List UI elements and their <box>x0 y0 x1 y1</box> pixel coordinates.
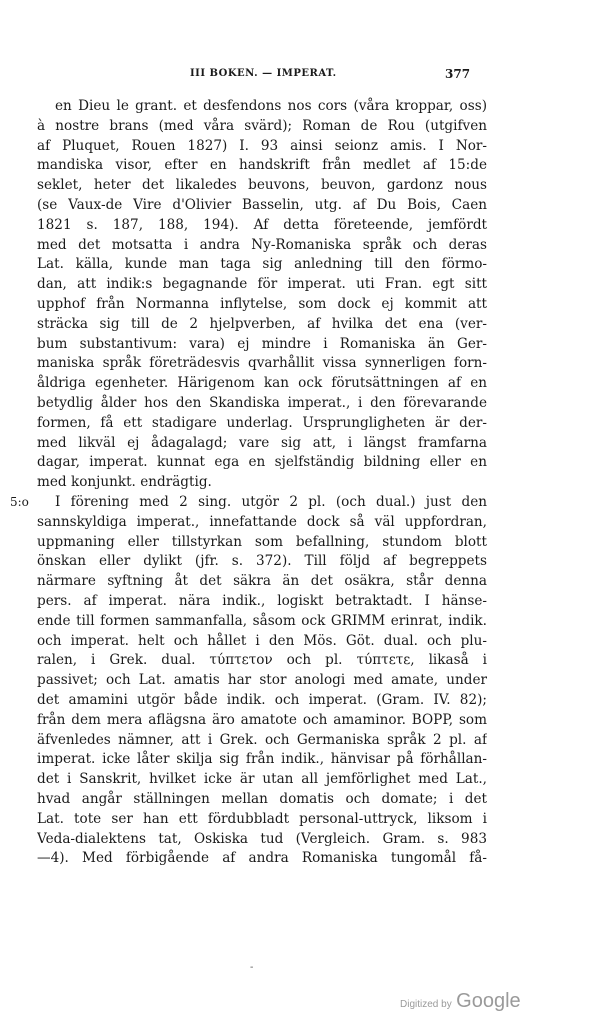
text-line: hvad angår ställningen mellan domatis och domate; i det <box>37 791 487 807</box>
text-line: passivet; och Lat. amatis har stor anologi med amate, under <box>37 672 487 689</box>
text-line: dagar, imperat. kunnat ega en sjelfständig bildning eller en <box>37 454 487 471</box>
text-line: sträcka sig till de 2 hjelpverben, af hvilka det ena (ver- <box>37 315 487 332</box>
text-line: imperat. icke låter skilja sig från indik., hänvisar på förhållan- <box>37 751 487 768</box>
text-line: I förening med 2 sing. utgör 2 pl. (och dual.) just den <box>55 494 487 510</box>
text-line: 1821 s. 187, 188, 194). Af detta företeende, jemfördt <box>37 216 487 233</box>
text-line: med likväl ej ådagalagd; vare sig att, i längst framfarna <box>37 434 487 451</box>
text-line: en Dieu le grant. et desfendons nos cors (våra kroppar, oss) <box>55 98 487 114</box>
text-line: från dem mera aflägsna äro amatote och amaminor. BOPP, som <box>37 711 487 728</box>
text-line: önskan eller dylikt (jfr. s. 372). Till följd af begreppets <box>37 553 487 570</box>
text-line: uppmaning eller tillstyrkan som befallning, stundom blott <box>37 533 487 550</box>
text-line: ralen, i Grek. dual. τύπτετον och pl. τύπτετε, likaså i <box>37 652 487 669</box>
text-line: äfvenledes nämner, att i Grek. och Germaniska språk 2 pl. af <box>37 731 487 748</box>
text-line: med konjunkt. endrägtig. <box>37 474 212 491</box>
page-number: 377 <box>445 67 471 81</box>
text-line: formen, få ett stadigare underlag. Ursprungligheten är der- <box>37 414 487 431</box>
text-line: åldriga egenheter. Härigenom kan ock förutsättningen af en <box>37 375 487 392</box>
text-line: det amamini utgör både indik. och imperat. (Gram. IV. 82); <box>37 692 487 708</box>
footer-mark: - <box>250 962 254 973</box>
text-line: Veda-dialektens tat, Oskiska tud (Vergleich. Gram. s. 983 <box>37 830 487 847</box>
text-line: mandiska visor, efter en handskrift från medlet af 15:de <box>37 157 487 174</box>
text-line: närmare syftning åt det säkra än det osäkra, står denna <box>37 573 487 590</box>
watermark-small-text: Digitized by <box>400 999 452 1010</box>
google-logo: Google <box>456 990 521 1012</box>
text-line: Lat. källa, kunde man taga sig anledning till den förmo- <box>37 256 487 273</box>
text-line: Lat. tote ser han ett fördubbladt personal-uttryck, liksom i <box>37 810 487 827</box>
text-line: à nostre brans (med våra svärd); Roman de Rou (utgifven <box>37 117 487 134</box>
text-line: af Pluquet, Rouen 1827) I. 93 ainsi seionz amis. I Nor- <box>37 137 487 154</box>
text-line: sannskyldiga imperat., innefattande dock så väl uppfordran, <box>37 513 487 530</box>
text-line: med det motsatta i andra Ny-Romaniska språk och deras <box>37 236 487 253</box>
text-line: dan, att indik:s begagnande för imperat. uti Fran. egt sitt <box>37 276 487 293</box>
text-line: pers. af imperat. nära indik., logiskt betraktadt. I hänse- <box>37 593 487 609</box>
text-line: seklet, heter det likaledes beuvons, beuvon, gardonz nous <box>37 177 487 194</box>
text-line: (se Vaux-de Vire d'Olivier Basselin, utg. af Du Bois, Caen <box>37 197 487 213</box>
text-line: upphof från Normanna inflytelse, som dock ej kommit att <box>37 296 487 312</box>
text-line: —4). Med förbigående af andra Romaniska tungomål få- <box>37 850 487 867</box>
running-title: III BOKEN. — IMPERAT. <box>190 68 337 79</box>
digitized-watermark <box>400 990 521 1013</box>
text-line: bum substantivum: vara) ej mindre i Romaniska än Ger- <box>37 335 487 352</box>
text-line: och imperat. helt och hållet i den Mös. Göt. dual. och plu- <box>37 632 487 649</box>
text-line: det i Sanskrit, hvilket icke är utan all jemförlighet med Lat., <box>37 771 487 788</box>
text-line: ende till formen sammanfalla, såsom ock GRIMM erinrat, indik. <box>37 612 487 629</box>
margin-note: 5:o <box>10 495 29 509</box>
text-line: maniska språk företrädesvis qvarhållit vissa synnerligen forn- <box>37 355 487 372</box>
text-line: betydlig ålder hos den Skandiska imperat., i den förevarande <box>37 395 487 411</box>
